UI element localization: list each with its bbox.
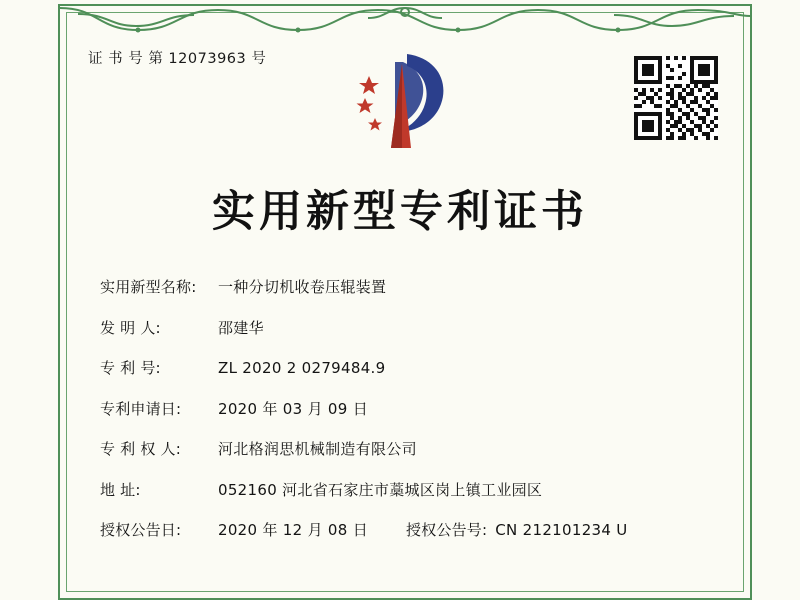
field-label: 实用新型名称: xyxy=(100,278,197,296)
field-label: 专利申请日: xyxy=(100,399,182,418)
field-row-inventor xyxy=(100,317,720,338)
field-value: 052160 河北省石家庄市藁城区岗上镇工业园区 xyxy=(218,480,543,499)
field-label: 专 利 号: xyxy=(100,359,161,377)
field-label: 地 址: xyxy=(100,480,141,499)
field-row-grant-announcement xyxy=(100,519,720,540)
field-value-grant-number: CN 212101234 U xyxy=(495,521,628,539)
field-value: 2020 年 03 月 09 日 xyxy=(218,399,368,418)
field-label-grant-number: 授权公告号: xyxy=(406,521,488,539)
certificate-fields xyxy=(100,276,720,560)
field-value: ZL 2020 2 0279484.9 xyxy=(218,359,386,377)
qr-code xyxy=(634,56,718,140)
field-row-patent-number xyxy=(100,357,720,378)
certificate-number: 证 书 号 第 12073963 号 xyxy=(88,51,267,67)
field-label: 专 利 权 人: xyxy=(100,440,181,458)
field-row-address xyxy=(100,479,720,500)
field-label-grant-date: 授权公告日: xyxy=(100,521,182,539)
patent-office-logo-icon xyxy=(345,48,455,158)
field-value: 河北格润思机械制造有限公司 xyxy=(218,440,417,458)
field-value: 一种分切机收卷压辊装置 xyxy=(218,278,387,296)
field-row-utility-model-name xyxy=(100,276,720,297)
field-value: 邵建华 xyxy=(218,318,264,337)
field-row-patentee xyxy=(100,438,720,459)
field-label: 发 明 人: xyxy=(100,318,161,337)
field-value-grant-date: 2020 年 12 月 08 日 xyxy=(218,521,368,539)
page-title: 实用新型专利证书 xyxy=(212,187,588,237)
field-row-application-date xyxy=(100,398,720,419)
